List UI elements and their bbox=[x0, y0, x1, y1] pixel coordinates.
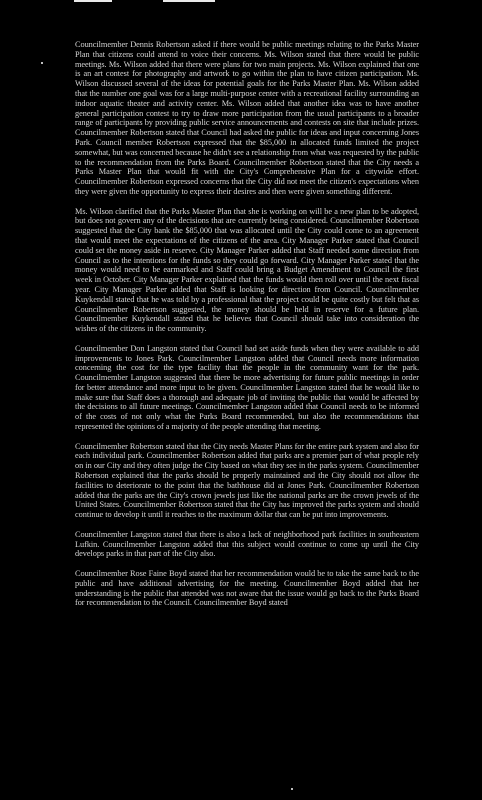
paragraph-robertson-park-system: Councilmember Robertson stated that the City needs Master Plans for the entire park system and also for each individual park. Councilmember Robertson added that parks are a premier part of what people rely on in our City and they often judge the City based on what they see in the parks system. Councilmember Robertson explained that the parks should be properly maintained and the City should not allow the facilities to deteriorate to the point that the bathhouse did at Jones Park. Councilmember Robertson added that the parks are the City's crown jewels just like the national parks are the crown jewels of the United States. Councilmember Robertson stated that the City has improved the parks system and should continue to develop it until it reaches to the maximum dollar that can be put into improvements. bbox=[75, 441, 419, 520]
header-scan-artifact bbox=[74, 0, 112, 2]
minutes-body bbox=[75, 40, 419, 618]
scan-speck bbox=[291, 788, 293, 790]
header-scan-artifact bbox=[163, 0, 215, 2]
paragraph-langston-southeastern-lufkin: Councilmember Langston stated that there is also a lack of neighborhood park facilities in southeastern Lufkin. Councilmember Langston added that this subject would continue to come up until the City develops parks in that part of the City also. bbox=[75, 529, 419, 559]
scan-speck bbox=[41, 62, 43, 64]
paragraph-langston-funds: Councilmember Don Langston stated that Council had set aside funds when they were available to add improvements to Jones Park. Councilmember Langston added that Council needs more information concerning the cost for the type facility that the people in the community want for the park. Councilmember Langston suggested that there be more advertising for future public meetings in order for better attendance and more input to be given. Councilmember Langston stated that he would like to make sure that Staff does a thorough and adequate job of inviting the public that would be affected by the decisions to all future meetings. Councilmember Langston added that Council needs to be informed of the costs of not only what the Parks Board recommended, but also the recommendations that represented the opinions of a majority of the people attending that meeting. bbox=[75, 343, 419, 432]
paragraph-boyd-recommendation: Councilmember Rose Faine Boyd stated that her recommendation would be to take the same back to the public and have additional advertising for the meeting. Councilmember Boyd added that her understanding is the public that attended was not aware that the issue would go back to the Parks Board for recommendation to the Council. Councilmember Boyd stated bbox=[75, 569, 419, 608]
paragraph-robertson-public-meetings: Councilmember Dennis Robertson asked if there would be public meetings relating to the Parks Master Plan that citizens could attend to voice their concerns. Ms. Wilson stated that there would be public meetings. Ms. Wilson added that there were plans for two main projects. Ms. Wilson explained that one is an art contest for photography and artwork to go within the plan to have citizen participation. Ms. Wilson discussed several of the ideas for potential goals for the Parks Master Plan. Ms. Wilson added that the number one goal was for a large multi-purpose center with a recreational facility surrounding an indoor aquatic theater and activity center. Ms. Wilson added that another idea was to have another general participation contest to try to draw more participation from the usual participants to a broader range of participants by providing public service announcements and contests on site that include prizes. Councilmember Robertson stated that Council had asked the public for ideas and input concerning Jones Park. Council member Robertson expressed that the $85,000 in allocated funds limited the project somewhat, but was concerned because he didn't see a relationship from what was requested by the public to the recommendation from the Parks Board. Councilmember Robertson stated that the City needs a Parks Master Plan that would fit with the City's Comprehensive Plan for a citywide effort. Councilmember Robertson expressed concerns that the City did not meet the citizen's expectations when they were given the opportunity to express their desires and then were given something different. bbox=[75, 40, 419, 196]
paragraph-wilson-master-plan: Ms. Wilson clarified that the Parks Master Plan that she is working on will be a new plan to be adopted, but does not govern any of the decisions that are currently being considered. Councilmember Robertson suggested that the City bank the $85,000 that was allocated until the City could come to an agreement that would meet the expectations of the citizens of the area. City Manager Parker stated that Council could set the money aside in reserve. City Manager Parker added that Staff needed some direction from Council as to the intentions for the funds so they could go forward. City Manager Parker stated that the money would need to be earmarked and Staff could bring a Budget Amendment to Council the first week in October. City Manager Parker explained that the funds would then roll over until the next fiscal year. City Manager Parker added that Staff is looking for direction from Council. Councilmember Kuykendall stated that he was told by a professional that the project could be quite costly but felt that as Councilmember Robertson suggested, the money should be held in reserve for a future plan. Councilmember Kuykendall stated that he believes that Council should take into consideration the wishes of the citizens in the community. bbox=[75, 206, 419, 334]
